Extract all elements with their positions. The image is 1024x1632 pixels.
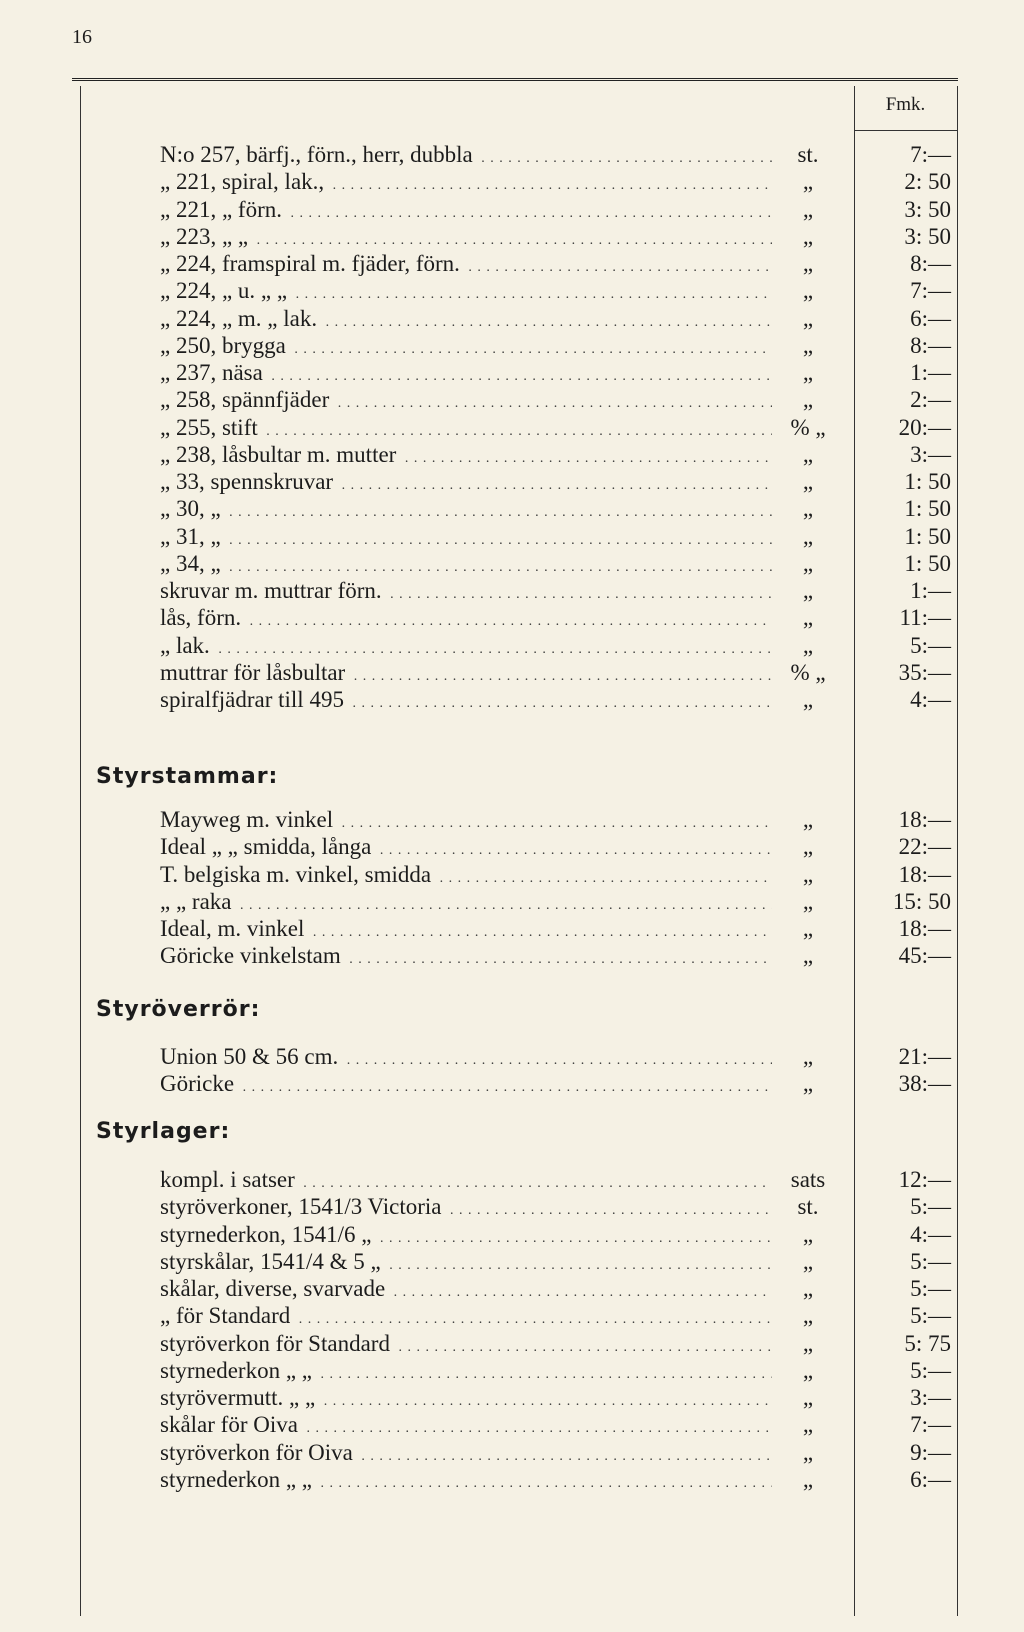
item-unit: „ [802, 550, 814, 576]
item-unit: „ [802, 1248, 814, 1274]
item-label: „ 255, stift [160, 415, 262, 440]
item-unit: „ [802, 523, 814, 549]
list-item [160, 632, 955, 659]
item-price: 5:— [910, 1194, 951, 1220]
list-item [160, 833, 955, 860]
list-item [160, 305, 955, 332]
item-price: 5:— [910, 1357, 951, 1383]
item-label: styrnederkon „ „ [160, 1358, 316, 1383]
item-label: styrskålar, 1541/4 & 5 „ [160, 1249, 385, 1274]
item-label: styrnederkon „ „ [160, 1467, 316, 1492]
item-label: „ „ raka [160, 889, 236, 914]
item-unit: „ [802, 1412, 814, 1438]
list-item [160, 495, 955, 522]
item-price: 1:— [910, 360, 951, 385]
item-price: 3:— [910, 441, 951, 467]
list-item [160, 942, 955, 969]
list-item [160, 1439, 955, 1466]
list-item [160, 1248, 955, 1275]
item-price: 7:— [910, 278, 951, 304]
item-unit: „ [802, 251, 814, 276]
item-unit: „ [802, 1044, 814, 1069]
left-column-rule [80, 86, 81, 1616]
item-unit: st. [797, 142, 819, 167]
section-title: Styröverrör: [96, 997, 261, 1022]
item-price: 5:— [910, 1248, 951, 1274]
item-unit: „ [802, 441, 814, 467]
item-unit: „ [802, 305, 814, 331]
item-price: 3:— [910, 1385, 951, 1410]
item-unit: „ [802, 360, 814, 385]
item-unit: „ [802, 169, 814, 195]
list-item [160, 806, 955, 833]
item-label: „ 31, „ [160, 524, 225, 549]
item-label: „ 224, „ u. „ „ [160, 278, 291, 303]
list-item [160, 196, 955, 223]
list-item [160, 1384, 955, 1411]
item-label: Union 50 & 56 cm. [160, 1044, 342, 1069]
item-unit: „ [802, 496, 814, 522]
item-unit: „ [802, 1330, 814, 1356]
item-unit: „ [802, 1221, 814, 1247]
item-label: styröverkon för Oiva [160, 1440, 357, 1465]
item-price: 7:— [910, 142, 951, 167]
item-label: skålar för Oiva [160, 1412, 302, 1437]
item-price: 5: 75 [904, 1330, 951, 1356]
list-item [160, 1411, 955, 1438]
list-item [160, 604, 955, 631]
list-item [160, 1166, 955, 1193]
list-item [160, 332, 955, 359]
item-unit: „ [802, 1439, 814, 1465]
list-item [160, 659, 955, 686]
item-label: „ 33, spennskruvar [160, 469, 337, 494]
item-price: 45:— [898, 943, 951, 969]
price-header-rule [854, 130, 957, 131]
list-item [160, 468, 955, 495]
item-price: 12:— [898, 1167, 951, 1192]
item-price: 5:— [910, 1276, 951, 1301]
list-item [160, 1221, 955, 1248]
item-unit: „ [802, 1466, 814, 1492]
item-label: kompl. i satser [160, 1167, 299, 1192]
list-item [160, 141, 955, 168]
list-item [160, 550, 955, 577]
item-label: „ 221, „ förn. [160, 197, 286, 222]
item-price: 22:— [898, 834, 951, 860]
item-label: Göricke vinkelstam [160, 943, 345, 968]
item-price: 2:— [910, 387, 951, 413]
item-price: 2: 50 [904, 169, 951, 195]
item-description-leader [160, 686, 772, 717]
item-unit: „ [802, 278, 814, 304]
item-label: muttrar för låsbultar [160, 660, 349, 685]
list-item [160, 441, 955, 468]
item-label: Ideal, m. vinkel [160, 916, 308, 941]
item-price: 1: 50 [904, 469, 951, 494]
item-unit: „ [802, 469, 814, 494]
item-price: 1: 50 [904, 550, 951, 576]
item-unit: „ [802, 632, 814, 658]
list-item [160, 888, 955, 915]
item-unit: „ [802, 387, 814, 413]
section-title: Styrlager: [96, 1119, 231, 1144]
item-unit: % „ [790, 659, 826, 685]
item-label: „ 223, „ „ [160, 224, 252, 249]
item-label: spiralfjädrar till 495 [160, 687, 348, 712]
item-label: „ 258, spännfjäder [160, 387, 333, 412]
item-price: 5:— [910, 1303, 951, 1329]
item-label: styrövermutt. „ „ [160, 1385, 319, 1410]
item-unit: „ [802, 578, 814, 603]
item-label: „ 250, brygga [160, 333, 290, 358]
item-price: 3: 50 [904, 196, 951, 222]
item-label: „ för Standard [160, 1303, 294, 1328]
item-price: 1:— [910, 578, 951, 603]
item-unit: „ [802, 1071, 814, 1097]
item-price: 6:— [910, 1466, 951, 1492]
item-label: Göricke [160, 1071, 238, 1096]
item-unit: sats [790, 1167, 826, 1192]
item-description-leader [160, 1070, 772, 1101]
item-label: Ideal „ „ smidda, långa [160, 834, 375, 859]
list-item [160, 1330, 955, 1357]
top-double-rule [72, 78, 958, 81]
list-item [160, 1070, 955, 1097]
list-item [160, 1275, 955, 1302]
item-unit: st. [797, 1194, 819, 1220]
item-price: 18:— [898, 807, 951, 832]
item-label: „ 237, näsa [160, 360, 267, 385]
list-item [160, 686, 955, 713]
price-column-header: Fmk. [885, 94, 926, 115]
list-item [160, 168, 955, 195]
list-item [160, 1193, 955, 1220]
item-unit: „ [802, 943, 814, 969]
page-number: 16 [72, 26, 92, 48]
item-price: 18:— [898, 861, 951, 887]
item-unit: „ [802, 834, 814, 860]
list-item [160, 359, 955, 386]
item-label: Mayweg m. vinkel [160, 807, 337, 832]
item-price: 9:— [910, 1439, 951, 1465]
item-unit: „ [802, 605, 814, 631]
item-unit: „ [802, 196, 814, 222]
item-unit: „ [802, 888, 814, 914]
list-item [160, 1302, 955, 1329]
item-label: „ 224, framspiral m. fjäder, förn. [160, 251, 464, 276]
item-label: styröverkoner, 1541/3 Victoria [160, 1194, 446, 1219]
item-label: „ 238, låsbultar m. mutter [160, 442, 400, 467]
item-label: skruvar m. muttrar förn. [160, 578, 386, 603]
item-unit: „ [802, 223, 814, 249]
item-label: N:o 257, bärfj., förn., herr, dubbla [160, 142, 477, 167]
item-unit: „ [802, 916, 814, 941]
list-item [160, 1466, 955, 1493]
list-item [160, 577, 955, 604]
item-price: 21:— [898, 1044, 951, 1069]
item-price: 5:— [910, 632, 951, 658]
item-price: 35:— [898, 659, 951, 685]
list-item [160, 277, 955, 304]
item-label: T. belgiska m. vinkel, smidda [160, 862, 435, 887]
item-price: 20:— [898, 414, 951, 440]
item-price: 1: 50 [904, 523, 951, 549]
item-price: 8:— [910, 251, 951, 276]
item-label: styrnederkon, 1541/6 „ [160, 1222, 375, 1247]
item-price: 4:— [910, 687, 951, 712]
item-price: 38:— [898, 1071, 951, 1097]
item-unit: „ [802, 332, 814, 358]
item-unit: „ [802, 687, 814, 712]
item-label: skålar, diverse, svarvade [160, 1276, 389, 1301]
item-price: 1: 50 [904, 496, 951, 522]
list-item [160, 250, 955, 277]
item-price: 18:— [898, 916, 951, 941]
item-unit: % „ [790, 414, 826, 440]
item-label: „ 224, „ m. „ lak. [160, 306, 321, 331]
item-unit: „ [802, 1303, 814, 1329]
item-price: 15: 50 [892, 888, 951, 914]
item-label: „ lak. [160, 633, 214, 658]
item-label: lås, förn. [160, 605, 245, 630]
item-price: 4:— [910, 1221, 951, 1247]
list-item [160, 1043, 955, 1070]
list-item [160, 414, 955, 441]
item-label: „ 221, spiral, lak., [160, 169, 328, 194]
item-price: 3: 50 [904, 223, 951, 249]
item-unit: „ [802, 861, 814, 887]
section-title: Styrstammar: [96, 764, 279, 789]
price-column-right-rule [957, 86, 958, 1616]
item-label: „ 30, „ [160, 496, 225, 521]
item-unit: „ [802, 807, 814, 832]
item-label: „ 34, „ [160, 551, 225, 576]
item-price: 6:— [910, 305, 951, 331]
list-item [160, 223, 955, 250]
item-price: 7:— [910, 1412, 951, 1438]
list-item [160, 386, 955, 413]
list-item [160, 861, 955, 888]
item-price: 8:— [910, 332, 951, 358]
item-price: 11:— [899, 605, 951, 631]
item-unit: „ [802, 1276, 814, 1301]
list-item [160, 915, 955, 942]
list-item [160, 523, 955, 550]
item-description-leader [160, 942, 772, 973]
item-label: styröverkon för Standard [160, 1331, 394, 1356]
item-unit: „ [802, 1357, 814, 1383]
item-unit: „ [802, 1385, 814, 1410]
list-item [160, 1357, 955, 1384]
item-description-leader [160, 1466, 772, 1497]
